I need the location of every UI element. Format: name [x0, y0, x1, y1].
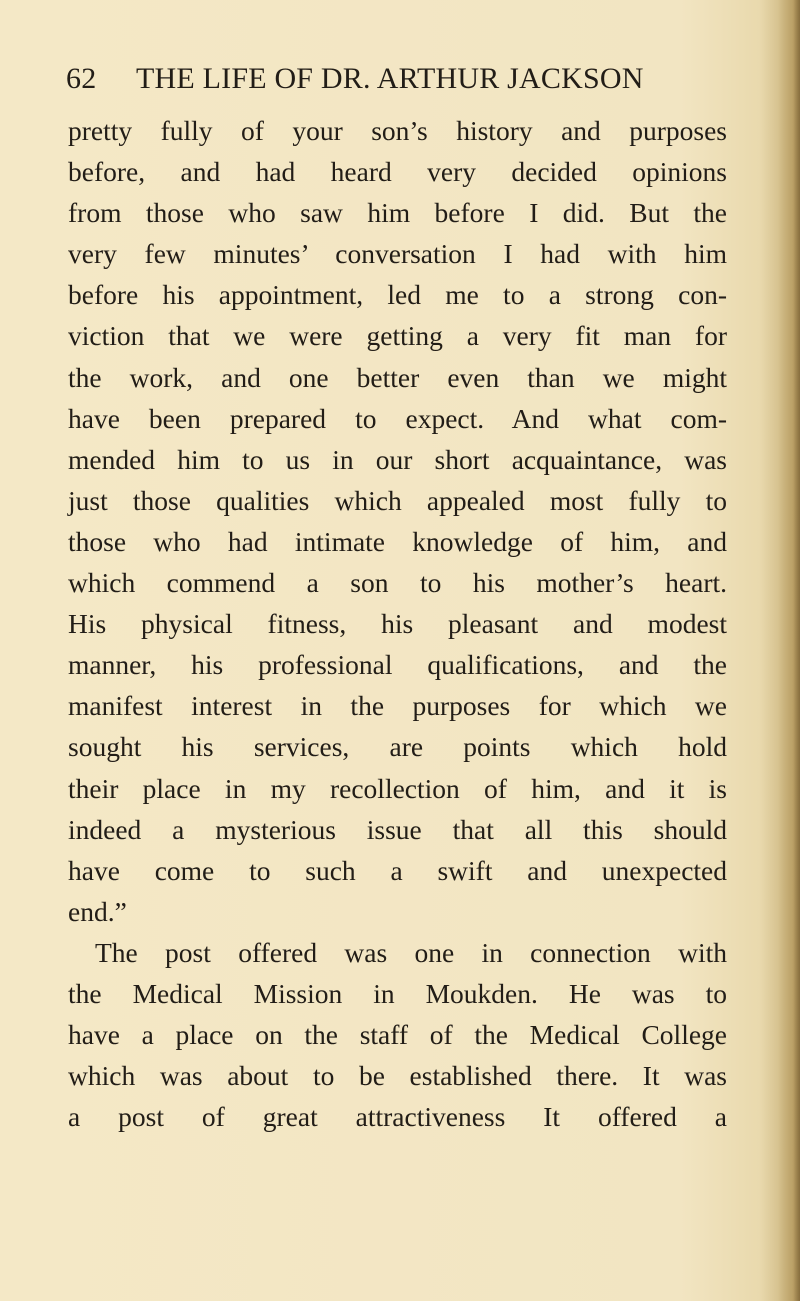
- text-line: their place in my recollection of him, and it is: [68, 772, 727, 804]
- text-line: which commend a son to his mother’s heart.: [68, 567, 727, 599]
- text-line: manifest interest in the purposes for which we: [68, 690, 727, 722]
- body-text: [68, 110, 727, 1137]
- text-line: before his appointment, led me to a strong con-: [68, 279, 727, 311]
- text-line: have a place on the staff of the Medical College: [68, 1019, 727, 1051]
- paragraph-end-line: end.”: [68, 895, 127, 927]
- text-line: mended him to us in our short acquaintance, was: [68, 443, 727, 475]
- text-line: very few minutes’ conversation I had with him: [68, 238, 727, 270]
- text-line: from those who saw him before I did. But the: [68, 197, 727, 229]
- text-line: before, and had heard very decided opinions: [68, 156, 727, 188]
- running-head: [66, 62, 706, 96]
- text-line: a post of great attractiveness It offered a: [68, 1101, 727, 1133]
- text-line: which was about to be established there. It was: [68, 1060, 727, 1092]
- text-line: the work, and one better even than we might: [68, 361, 727, 393]
- text-line: those who had intimate knowledge of him, and: [68, 525, 727, 557]
- running-title: THE LIFE OF DR. ARTHUR JACKSON: [136, 62, 644, 95]
- paragraph-start-line: The post offered was one in connection with: [95, 936, 727, 968]
- text-line: have come to such a swift and unexpected: [68, 854, 727, 886]
- text-line: the Medical Mission in Moukden. He was to: [68, 977, 727, 1009]
- text-line: sought his services, are points which hold: [68, 731, 727, 763]
- text-line: His physical fitness, his pleasant and modest: [68, 608, 727, 640]
- text-line: manner, his professional qualifications, and the: [68, 649, 727, 681]
- text-line: indeed a mysterious issue that all this should: [68, 813, 727, 845]
- page-number: 62: [66, 62, 97, 95]
- text-line: viction that we were getting a very fit man for: [68, 320, 727, 352]
- text-line: pretty fully of your son’s history and purposes: [68, 115, 727, 146]
- text-line: just those qualities which appealed most fully to: [68, 484, 727, 516]
- text-line: have been prepared to expect. And what com-: [68, 402, 727, 434]
- page-edge-shadow: [778, 0, 800, 1301]
